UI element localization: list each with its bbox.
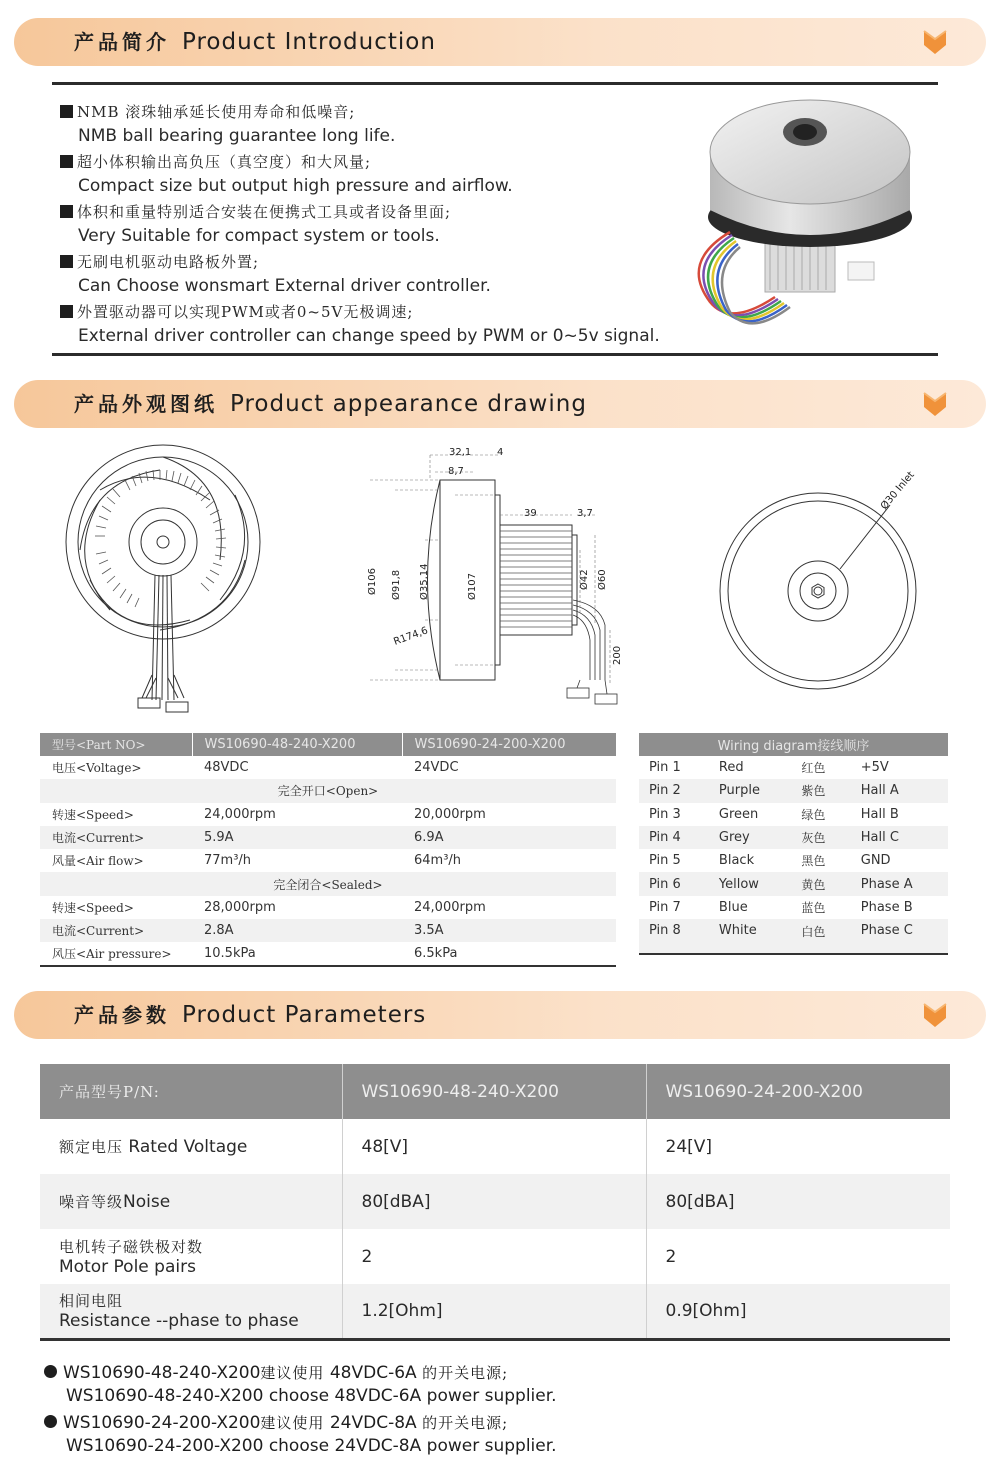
table-row: 转速<Speed> 24,000rpm 20,000rpm [52,806,486,822]
dimension-label: Ø35,14 [419,563,430,600]
motor-product-photo [670,92,940,342]
dimension-label: Ø42 [579,569,590,590]
rear-view-drawing [60,440,270,725]
dimension-label: 4 [497,447,504,458]
table-row: Pin 7 Blue 蓝色 Phase B [649,899,913,915]
table-row: 风量<Air flow> 77m³/h 64m³/h [52,853,462,869]
table-header-cell: WS10690-48-240-X200 [342,1064,646,1119]
table-header-row [639,733,948,756]
section-title-intro: 产品简介 Product Introduction [74,29,436,55]
dimension-label: Ø91,8 [391,569,402,600]
square-bullet-icon [60,305,73,318]
feature-item: 超小体积输出高负压（真空度）和大风量; Compact size but output high pressure and airflow. [60,150,660,198]
dimension-label: 3,7 [577,508,593,519]
table-row: 转速<Speed> 28,000rpm 24,000rpm [52,899,486,915]
params-table [40,1064,950,1341]
feature-list [60,100,660,348]
table-row: 噪音等级Noise 80[dBA] 80[dBA] [40,1174,950,1229]
table-header-cell: Wiring diagram接线顺序 [639,733,948,756]
table-row: 电流<Current> 2.8A 3.5A [40,919,616,942]
table-header-cell: WS10690-24-200-X200 [402,733,616,756]
feature-item: 无刷电机驱动电路板外置; Can Choose wonsmart External driver controller. [60,250,660,298]
feature-item: NMB 滚珠轴承延长使用寿命和低噪音; NMB ball bearing guarantee long life. [60,100,660,148]
table-row-span: 完全闭合<Sealed> [40,872,616,895]
table-row: 电流<Current> 5.9A 6.9A [40,826,616,849]
dimension-label: 8,7 [448,466,464,477]
table-header-row [40,733,616,756]
note-item: WS10690-24-200-X200建议使用 24VDC-8A 的开关电源; WS10690-24-200-X200 choose 24VDC-8A power supplier. [44,1412,557,1458]
table-row: 额定电压 Rated Voltage 48[V] 24[V] [40,1119,950,1174]
section-title-drawing: 产品外观图纸 Product appearance drawing [74,391,587,417]
dimension-label: Ø106 [367,568,378,595]
table-row-span: 完全开口<Open> [40,779,616,802]
table-header-cell: 产品型号P/N: [40,1064,342,1119]
chevron-down-icon [922,1002,948,1029]
round-bullet-icon [44,1365,57,1378]
chevron-down-icon [922,391,948,418]
section-title-params: 产品参数 Product Parameters [74,1002,427,1028]
square-bullet-icon [60,255,73,268]
feature-item: 体积和重量特别适合安装在便携式工具或者设备里面; Very Suitable for compact system or tools. [60,200,660,248]
table-row: Pin 1 Red 红色 +5V [649,760,889,776]
side-view-drawing [355,440,645,725]
spec-table [40,733,616,967]
feature-item: 外置驱动器可以实现PWM或者0~5V无极调速; External driver controller can change speed by PWM or 0~5v signal. [60,300,660,348]
table-row: 电机转子磁铁极对数 Motor Pole pairs 2 2 [40,1229,950,1284]
note-item: WS10690-48-240-X200建议使用 48VDC-6A 的开关电源; WS10690-48-240-X200 choose 48VDC-6A power supplier. [44,1362,557,1408]
table-header-cell: 型号<Part NO> [40,733,192,756]
dimension-label: 200 [612,645,623,665]
table-row: 电压<Voltage> 48VDC 24VDC [52,760,459,776]
section-banner-intro [14,18,986,66]
square-bullet-icon [60,105,73,118]
table-row: Pin 3 Green 绿色 Hall B [649,806,899,822]
dimension-label: R174,6 [392,625,430,648]
dimension-label: Ø107 [467,573,478,600]
table-header-cell: WS10690-24-200-X200 [646,1064,950,1119]
divider-line [52,353,938,356]
wiring-table [639,733,948,955]
dimension-label: 39 [524,508,537,519]
table-row: Pin 6 Yellow 黄色 Phase A [639,872,948,895]
table-row: Pin 5 Black 黑色 GND [649,853,891,869]
section-banner-drawing [14,380,986,428]
table-row: Pin 8 White 白色 Phase C [639,919,948,954]
section-banner-params [14,991,986,1039]
divider-line [52,82,938,85]
dimension-label: 32,1 [449,447,472,458]
dimension-label: Ø30 Inlet [878,469,917,512]
table-header-cell: WS10690-48-240-X200 [192,733,402,756]
table-row: Pin 4 Grey 灰色 Hall C [639,826,948,849]
table-header-row [40,1064,950,1119]
chevron-down-icon [922,29,948,56]
table-row: 风压<Air pressure> 10.5kPa 6.5kPa [40,942,616,965]
dimension-label: Ø60 [597,569,608,590]
round-bullet-icon [44,1415,57,1428]
square-bullet-icon [60,155,73,168]
front-view-drawing [705,465,935,700]
power-supply-notes [44,1362,557,1462]
table-row: Pin 2 Purple 紫色 Hall A [639,779,948,802]
square-bullet-icon [60,205,73,218]
table-row: 相间电阻 Resistance --phase to phase 1.2[Ohm] 0.9[Ohm] [40,1284,950,1339]
